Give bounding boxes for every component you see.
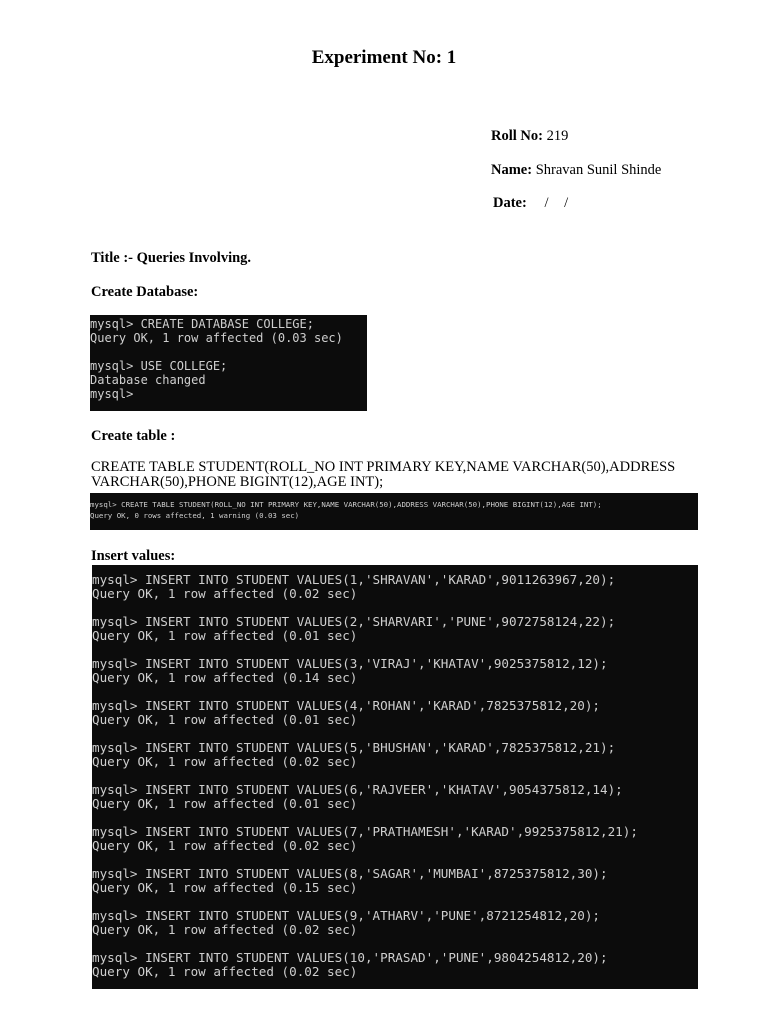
query-result-line: Query OK, 1 row affected (0.15 sec) (92, 880, 358, 895)
query-result-line: Query OK, 1 row affected (0.01 sec) (92, 712, 358, 727)
name-label: Name: (491, 162, 533, 178)
create-database-heading: Create Database: (91, 284, 199, 300)
terminal-create-table (90, 493, 698, 530)
experiment-title: Title :- Queries Involving. (91, 250, 252, 266)
student-name (491, 162, 661, 179)
insert-command-line: mysql> INSERT INTO STUDENT VALUES(3,'VIRAJ','KHATAV',9025375812,12); (92, 656, 608, 671)
insert-statement-block (92, 741, 698, 783)
create-table-heading: Create table : (91, 428, 176, 444)
date (493, 195, 568, 212)
insert-statement-block (92, 615, 698, 657)
insert-command-line: mysql> INSERT INTO STUDENT VALUES(10,'PRASAD','PUNE',9804254812,20); (92, 950, 608, 965)
insert-statement-block (92, 951, 698, 989)
roll-number (491, 128, 568, 145)
date-label: Date: (493, 195, 527, 211)
terminal-insert-values (92, 565, 698, 989)
insert-statement-block (92, 573, 698, 615)
roll-label: Roll No: (491, 128, 543, 144)
insert-statement-block (92, 699, 698, 741)
terminal-line: mysql> CREATE TABLE STUDENT(ROLL_NO INT PRIMARY KEY,NAME VARCHAR(50),ADDRESS VARCHAR(50),PHONE BIGINT(12),AGE INT); (90, 500, 602, 509)
terminal-line: Database changed (90, 373, 206, 387)
query-result-line: Query OK, 1 row affected (0.14 sec) (92, 670, 358, 685)
terminal-line: mysql> (90, 387, 134, 401)
query-result-line: Query OK, 1 row affected (0.02 sec) (92, 586, 358, 601)
insert-command-line: mysql> INSERT INTO STUDENT VALUES(6,'RAJVEER','KHATAV',9054375812,14); (92, 782, 623, 797)
insert-command-line: mysql> INSERT INTO STUDENT VALUES(8,'SAGAR','MUMBAI',8725375812,30); (92, 866, 608, 881)
insert-statement-block (92, 783, 698, 825)
terminal-line: mysql> USE COLLEGE; (90, 359, 228, 373)
name-value: Shravan Sunil Shinde (535, 162, 662, 178)
terminal-line: Query OK, 0 rows affected, 1 warning (0.03 sec) (90, 511, 300, 520)
insert-command-line: mysql> INSERT INTO STUDENT VALUES(7,'PRATHAMESH','KARAD',9925375812,21); (92, 824, 638, 839)
insert-statement-block (92, 657, 698, 699)
insert-values-heading: Insert values: (91, 548, 176, 564)
terminal-create-database (90, 315, 367, 411)
insert-command-line: mysql> INSERT INTO STUDENT VALUES(1,'SHRAVAN','KARAD',9011263967,20); (92, 572, 616, 587)
query-result-line: Query OK, 1 row affected (0.01 sec) (92, 628, 358, 643)
query-result-line: Query OK, 1 row affected (0.01 sec) (92, 796, 358, 811)
query-result-line: Query OK, 1 row affected (0.02 sec) (92, 964, 358, 979)
query-result-line: Query OK, 1 row affected (0.02 sec) (92, 838, 358, 853)
page-title: Experiment No: 1 (311, 47, 457, 68)
insert-statement-block (92, 825, 698, 867)
date-value: / / (544, 195, 569, 211)
insert-statement-block (92, 909, 698, 951)
insert-command-line: mysql> INSERT INTO STUDENT VALUES(9,'ATHARV','PUNE',8721254812,20); (92, 908, 600, 923)
insert-statement-block (92, 867, 698, 909)
terminal-line: Query OK, 1 row affected (0.03 sec) (90, 331, 343, 345)
terminal-line: mysql> CREATE DATABASE COLLEGE; (90, 317, 314, 331)
insert-command-line: mysql> INSERT INTO STUDENT VALUES(2,'SHARVARI','PUNE',9072758124,22); (92, 614, 616, 629)
terminal-line (90, 345, 367, 359)
query-result-line: Query OK, 1 row affected (0.02 sec) (92, 754, 358, 769)
create-table-statement: CREATE TABLE STUDENT(ROLL_NO INT PRIMARY KEY,NAME VARCHAR(50),ADDRESS VARCHAR(50),PHONE BIGINT(12),AGE INT); (91, 459, 676, 490)
query-result-line: Query OK, 1 row affected (0.02 sec) (92, 922, 358, 937)
insert-command-line: mysql> INSERT INTO STUDENT VALUES(5,'BHUSHAN','KARAD',7825375812,21); (92, 740, 616, 755)
insert-command-line: mysql> INSERT INTO STUDENT VALUES(4,'ROHAN','KARAD',7825375812,20); (92, 698, 600, 713)
roll-value: 219 (546, 128, 569, 144)
